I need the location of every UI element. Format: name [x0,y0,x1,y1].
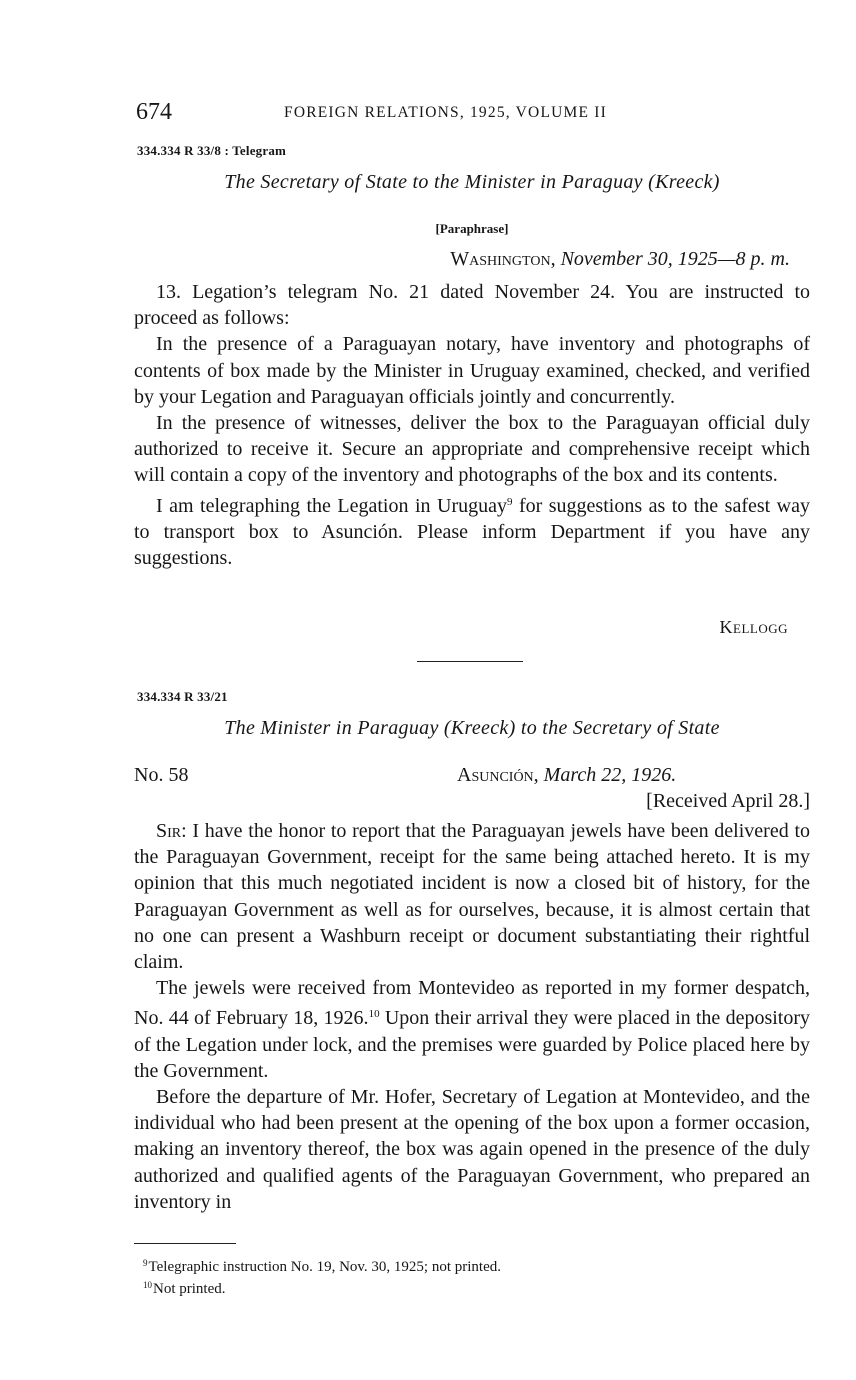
page-number: 674 [136,99,172,125]
dateline-date: March 22, 1926. [543,764,677,786]
section-divider [417,661,523,662]
despatch-number: No. 58 [134,764,189,786]
paragraph-text: for suggestions as to the safest way to transport box to Asunción. Please inform Department if you have any suggestions. [134,494,811,570]
paragraph [134,975,810,1084]
footnote [143,1276,501,1298]
footnote-ref: 10 [368,1008,380,1021]
footnote-ref: 9 [506,495,513,508]
paragraph [134,489,810,572]
dateline-place: Asunción [457,764,534,786]
paragraph: 13. Legation’s telegram No. 21 dated November 24. You are instructed to proceed as follows: [134,281,810,330]
file-reference: 334.334 R 33/21 [137,689,228,704]
paragraph [134,818,810,975]
footnote [143,1254,501,1276]
paragraph: Before the departure of Mr. Hofer, Secretary of Legation at Montevideo, and the individual who had been present at the opening of the box upon a former occasion, making an inventory thereof, the box was again opened in the presence of the duly authorized and qualified agents of the Paraguayan Government, who prepared an inventory in [134,1086,810,1213]
footnote-text: Telegraphic instruction No. 19, Nov. 30, 1925; not printed. [148,1259,501,1275]
paragraph-text: Upon their arrival they were placed in the depository of the Legation under lock, and the premises were guarded by Police placed here by the Government. [134,1007,810,1082]
received-date: [Received April 28.] [646,790,810,812]
footnote-mark: 9 [143,1258,148,1268]
paragraph-text: The jewels were received from Montevideo as reported in my former despatch, No. 44 of February 18, 1926. [134,977,810,1030]
dateline: Washington, November 30, 1925—8 p. m. [450,248,790,270]
running-title: FOREIGN RELATIONS, 1925, VOLUME II [284,104,607,121]
footnote-mark: 10 [143,1280,152,1290]
dateline: Asunción, March 22, 1926. [457,764,677,786]
dateline-date: November 30, 1925—8 p. m. [560,248,790,270]
paraphrase-note: [Paraphrase] [435,221,509,236]
telegram-body [134,279,810,571]
paragraph: In the presence of a Paraguayan notary, have inventory and photographs of contents of box made by the Minister in Uruguay examined, checked, and verified by your Legation and Paraguayan officials jointly and concurrently. [134,333,810,408]
document-title: The Minister in Paraguay (Kreeck) to the Secretary of State [224,717,720,739]
document-title: The Secretary of State to the Minister in Paraguay (Kreeck) [224,171,720,193]
footnote-text: Not printed. [153,1281,226,1297]
dateline-place: Washington [450,248,551,270]
footnote-divider [134,1243,236,1244]
file-reference: 334.334 R 33/8 : Telegram [137,143,287,158]
paragraph: In the presence of witnesses, deliver the box to the Paraguayan official duly authorized to receive it. Secure an appropriate and comprehensive receipt which will contain a copy of the inventory and photographs of the box and its contents. [134,412,810,487]
page-header [134,98,810,126]
salutation: Sir [156,820,182,842]
paragraph-text: I am telegraphing the Legation in Uruguay [156,494,507,517]
paragraph-text: : I have the honor to report that the Paraguayan jewels have been delivered to the Paraguayan Government, receipt for the same being attached hereto. It is my opinion that this much negotiated incident is now a closed bit of history, for the Paraguayan Government as well as for ourselves, because, it is almost certain that no one can present a Washburn receipt or document substantiating their rightful claim. [134,820,810,974]
footnotes [143,1254,501,1298]
signature: Kellogg [719,617,788,637]
despatch-body [134,818,810,1215]
